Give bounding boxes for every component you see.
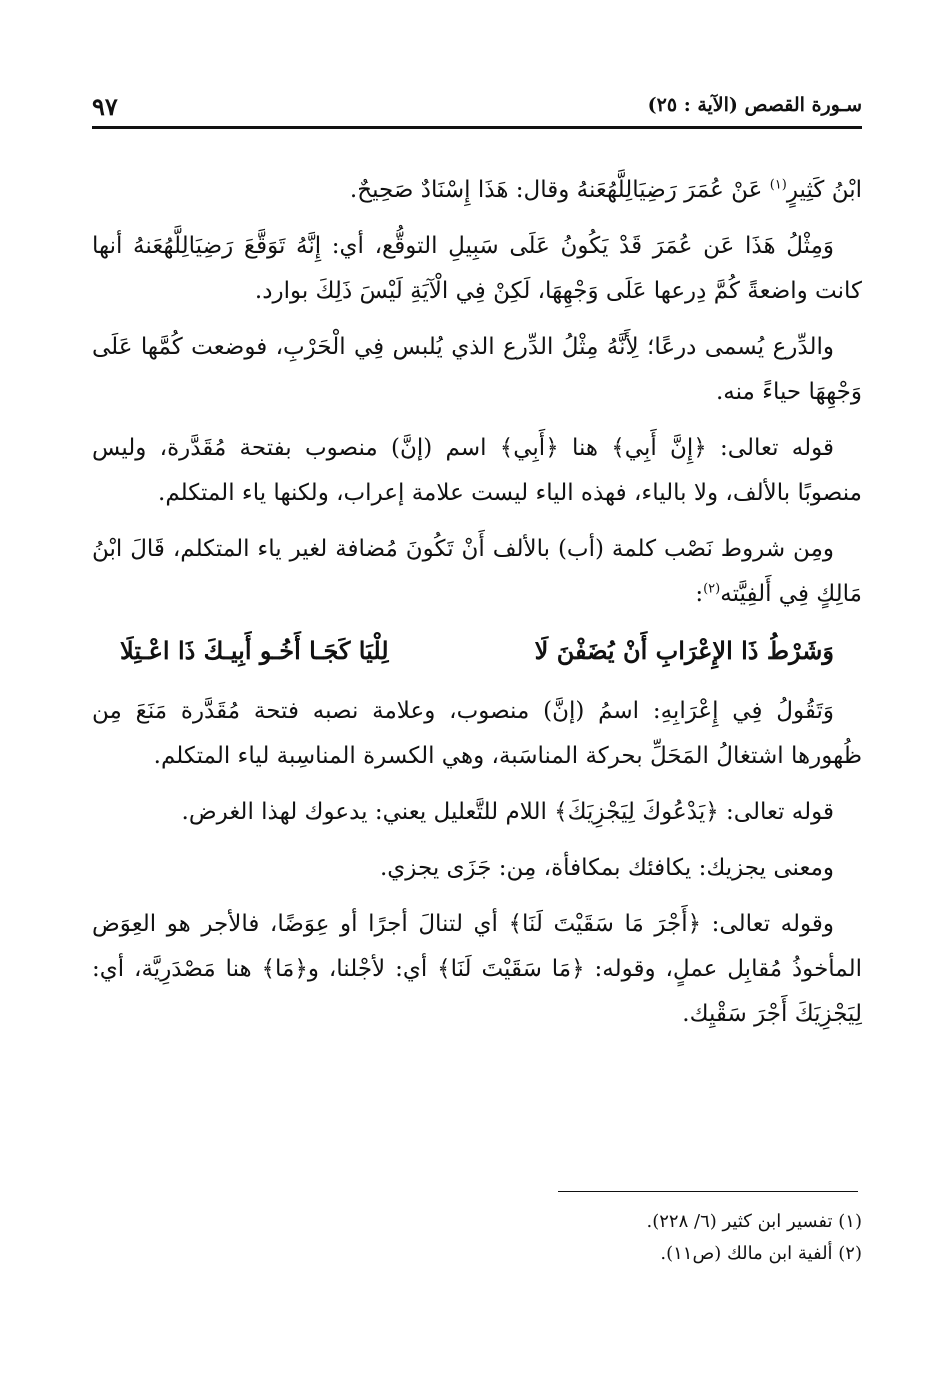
footnote-marker-2: (٢) [703,581,721,597]
footnotes [92,1206,862,1270]
footnote-divider [558,1191,858,1192]
paragraph-2: وَمِثْلُ هَذَا عَن عُمَرَ قَدْ يَكُونُ عَلَى سَبِيلِ التوقُّع، أي: إِنَّهُ تَوَقَّعَ رَضِيَالِلَّهُعَنهُ أنها كانت واضعةً كُمَّ دِرعها عَلَى وَجْهِهَا، لَكِنْ فِي الْآيَةِ لَيْسَ ذَلِكَ بوارد. [92,233,862,304]
running-title: سـورة القصص (الآية : ٢٥) [647,94,862,116]
paragraph-text: ومِن شروط نَصْب كلمة (أب) بالألف أَنْ تَكُونَ مُضافة لغير ياء المتكلم، قَالَ ابْنُ مَالِكٍ فِي أَلفِيَّته [92,536,862,607]
paragraph-9: وقوله تعالى: ﴿أَجْرَ مَا سَقَيْتَ لَنَا﴾ أي لتنالَ أجرًا أو عِوَضًا، فالأجر هو العِوَض المأخوذُ مُقابِل عملٍ، وقوله: ﴿مَا سَقَيْتَ لَنَا﴾ أي: لأجْلنا، و﴿مَا﴾ هنا مَصْدَرِيَّة، أي: لِيَجْزِيَكَ أَجْرَ سَقْيِك. [92,911,862,1027]
footnote-2: (٢) ألفية ابن مالك (ص١١). [660,1243,862,1264]
footnote-1: (١) تفسير ابن كثير (٦/ ٢٢٨). [646,1211,862,1232]
verse-left-hemistich: لِلْيَا كَجَـا أَخُـو أَبِيـكَ ذَا اعْـتِلَا [120,636,389,665]
paragraph-text: ابْنُ كَثِيرٍ [786,177,862,203]
paragraph-text: : [695,581,704,607]
paragraph-6: وَتَقُولُ فِي إِعْرَابِهِ: اسمُ (إنَّ) منصوب، وعلامة نصبه فتحة مُقَدَّرة مَنَعَ مِن ظُهورها اشتغالُ المَحَلِّ بحركة المناسَبة، وهي الكسرة المناسِبة لياء المتكلم. [92,698,862,769]
page-number: ٩٧ [92,92,118,121]
main-text [92,168,862,1048]
page-header [92,92,862,126]
paragraph-5 [92,527,862,617]
paragraph-4: قوله تعالى: ﴿إِنَّ أَبِي﴾ هنا ﴿أَبِي﴾ اسم (إنَّ) منصوب بفتحة مُقَدَّرة، وليس منصوبًا بالألف، ولا بالياء، فهذه الياء ليست علامة إعراب، ولكنها ياء المتكلم. [92,435,862,506]
footnote-marker-1: (١) [769,177,787,193]
verse-right-hemistich: وَشَرْطُ ذَا الإِعْرَابِ أَنْ يُضَفْنَ لَا [534,636,834,665]
paragraph-7: قوله تعالى: ﴿يَدْعُوكَ لِيَجْزِيَكَ﴾ اللام للتَّعليل يعني: يدعوك لهذا الغرض. [181,799,834,825]
header-divider [92,126,862,129]
poetry-verse [92,628,862,673]
paragraph-1 [92,168,862,213]
paragraph-text: عَنْ عُمَرَ رَضِيَالِلَّهُعَنهُ وقال: هَذَا إِسْنَادٌ صَحِيحٌ. [349,177,770,203]
paragraph-8: ومعنى يجزيك: يكافئك بمكافأة، مِن: جَزَى يجزي. [379,855,834,881]
paragraph-3: والدِّرع يُسمى درعًا؛ لِأَنَّهُ مِثْلُ الدِّرع الذي يُلبس فِي الْحَرْبِ، فوضعت كُمَّها عَلَى وَجْهِهَا حياءً منه. [92,334,862,405]
